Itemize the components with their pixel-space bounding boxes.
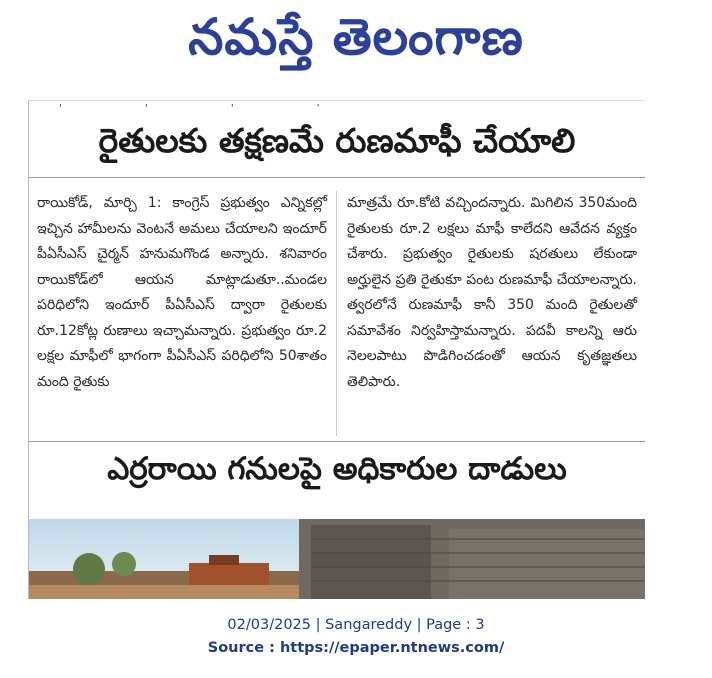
footer-source-line: Source : https://epaper.ntnews.com/ <box>207 640 505 656</box>
footer-date-line: 02/03/2025 | Sangareddy | Page : 3 <box>227 617 485 633</box>
second-headline: ఎర్రరాయి గనులపై అధికారుల దాడులు <box>107 451 567 487</box>
news-clipping <box>28 100 645 599</box>
news-photo <box>29 519 645 599</box>
headline-rule <box>29 177 645 178</box>
article-column-1: రాయికోడ్, మార్చి 1: కాంగ్రెస్ ప్రభుత్వం ఎన్నికల్లో ఇచ్చిన హామీలను వెంటనే అమలు చేయాలని ఇందూర్ పీఏసీఎస్ చైర్మన్ హనుమగొండ అన్నారు. శనివారం రాయికోడ్‌లో ఆయన మాట్లాడుతూ..మండల పరిధిలోని ఇందూర్ పీఏసీఎస్ ద్వారా రైతులకు రూ.12కోట్ల రుణాలు ఇచ్చామన్నారు. ప్రభుత్వం రూ.2 లక్షల మాఫీలో భాగంగా పీఏసీఎస్ పరిధిలోని 50శాతం మంది రైతుకు <box>37 195 327 390</box>
column-divider <box>336 191 337 436</box>
masthead-logo: నమస్తే తెలంగాణ <box>188 8 524 66</box>
section-rule <box>29 441 645 442</box>
cut-marks: ' ' ' ' <box>59 103 360 114</box>
article-column-2: మాత్రమే రూ.కోటి వచ్చిందన్నారు. మిగిలిన 350మంది రైతులకు రూ.2 లక్షలు మాఫీ కాలేదని ఆవేదన వ్యక్తం చేశారు. ప్రభుత్వం రైతులకు షరతులు లేకుండా అర్హులైన ప్రతి రైతుకూ పంట రుణమాఫీ చేయాలన్నారు. త్వరలోనే రుణమాఫీ కానీ 350 మంది రైతులతో సమావేశం నిర్వహిస్తామన్నారు. పదవీ కాలన్ని ఆరు నెలలపాటు పొడిగించడంతో ఆయన కృతజ్ఞతలు తెలిపారు. <box>347 195 637 390</box>
photo-illustration <box>29 519 645 599</box>
article-headline: రైతులకు తక్షణమే రుణమాఫీ చేయాలి <box>98 121 576 160</box>
